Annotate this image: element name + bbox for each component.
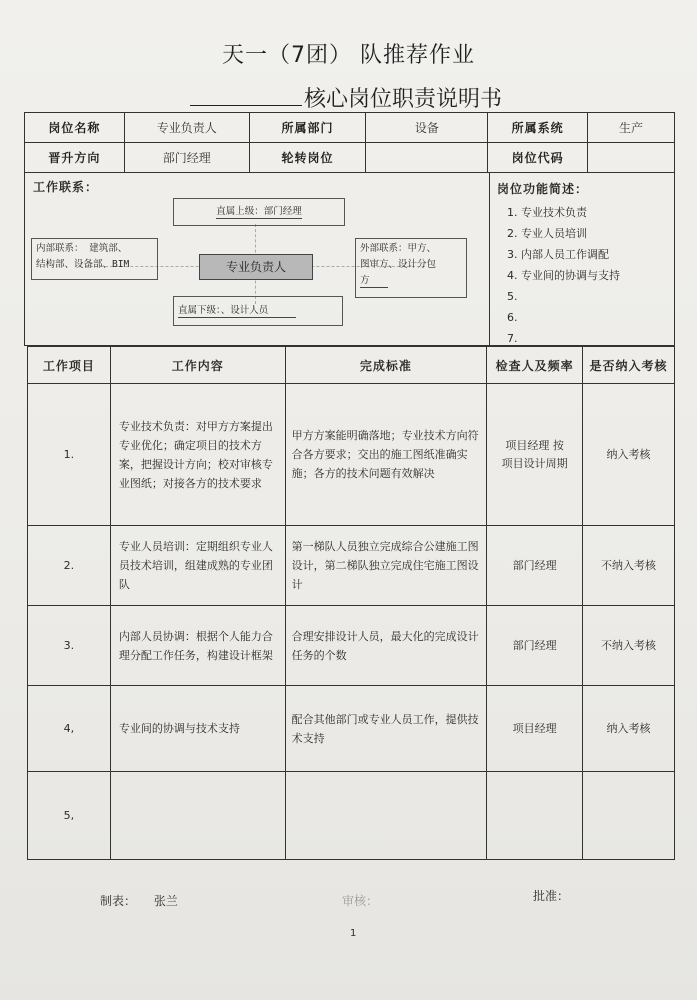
header-checker: 检查人及频率 xyxy=(487,347,583,384)
document-title-line2 xyxy=(190,82,502,113)
center-role-box: 专业负责人 xyxy=(199,254,313,280)
external-contacts-box xyxy=(355,238,467,298)
internal-contacts-line2: 结构部、设备部、BIM xyxy=(36,259,130,270)
code-value xyxy=(588,143,675,173)
table-row xyxy=(28,606,675,686)
function-item: 6. xyxy=(507,311,518,324)
function-item: 1. 专业技术负责 xyxy=(507,206,587,219)
review-label: 审核： xyxy=(342,894,379,908)
position-functions-label: 岗位功能简述： xyxy=(497,182,589,196)
position-name-value: 专业负责人 xyxy=(124,113,249,143)
promotion-label: 晋升方向 xyxy=(25,143,125,173)
prepared-label: 制表： xyxy=(100,894,137,908)
row-standard: 配合其他部门或专业人员工作，提供技术支持 xyxy=(285,686,487,772)
table-row xyxy=(28,686,675,772)
external-contacts-line1: 外部联系：甲方、 xyxy=(360,243,437,254)
row-content: 内部人员协调：根据个人能力合理分配工作任务，构建设计框架 xyxy=(110,606,285,686)
row-checker: 部门经理 xyxy=(487,526,583,606)
row-content xyxy=(110,772,285,860)
row-item-number: 1. xyxy=(28,384,111,526)
department-value: 设备 xyxy=(366,113,488,143)
row-checker: 项目经理 xyxy=(487,686,583,772)
row-item-number: 4, xyxy=(28,686,111,772)
row-item-number: 3. xyxy=(28,606,111,686)
superior-text: 直属上级：部门经理 xyxy=(216,206,302,217)
system-label: 所属系统 xyxy=(488,113,588,143)
position-info-table xyxy=(24,112,675,173)
table-row xyxy=(28,384,675,526)
row-checker: 部门经理 xyxy=(487,606,583,686)
row-assessment: 纳入考核 xyxy=(583,384,675,526)
system-value: 生产 xyxy=(588,113,675,143)
row-checker: 项目经理 按项目设计周期 xyxy=(487,384,583,526)
prepared-by xyxy=(100,892,178,909)
title-blank-line xyxy=(190,85,302,106)
row-content: 专业人员培训：定期组织专业人员技术培训，组建成熟的专业团队 xyxy=(110,526,285,606)
row-standard xyxy=(285,772,487,860)
subordinate-text: 直属下级：、设计人员 xyxy=(178,305,296,318)
row-checker xyxy=(487,772,583,860)
rotation-value xyxy=(366,143,488,173)
rotation-label: 轮转岗位 xyxy=(249,143,366,173)
row-standard: 第一梯队人员独立完成综合公建施工图设计，第二梯队独立完成住宅施工图设计 xyxy=(285,526,487,606)
function-item: 7. xyxy=(507,332,518,345)
position-name-label: 岗位名称 xyxy=(25,113,125,143)
function-item: 2. 专业人员培训 xyxy=(507,227,587,240)
title-line2-text: 核心岗位职责说明书 xyxy=(304,87,503,112)
approve-label: 批准： xyxy=(533,889,570,903)
header-assessment: 是否纳入考核 xyxy=(583,347,675,384)
internal-contacts-line1: 内部联系： 建筑部、 xyxy=(36,243,128,254)
table-row xyxy=(28,526,675,606)
external-contacts-line3: 方 xyxy=(360,273,462,289)
prepared-name: 张兰 xyxy=(153,894,178,908)
page-number: 1 xyxy=(350,928,357,939)
row-assessment: 不纳入考核 xyxy=(583,526,675,606)
row-assessment: 纳入考核 xyxy=(583,686,675,772)
header-work-content: 工作内容 xyxy=(110,347,285,384)
internal-contacts-box xyxy=(31,238,158,280)
row-standard: 合理安排设计人员，最大化的完成设计任务的个数 xyxy=(285,606,487,686)
code-label: 岗位代码 xyxy=(488,143,588,173)
row-content: 专业技术负责：对甲方方案提出专业优化；确定项目的技术方案，把握设计方向；校对审核专业图纸；对接各方的技术要求 xyxy=(110,384,285,526)
header-work-item: 工作项目 xyxy=(28,347,111,384)
work-items-table xyxy=(27,346,675,860)
position-functions-list xyxy=(507,202,620,349)
row-item-number: 2. xyxy=(28,526,111,606)
work-contacts-label: 工作联系： xyxy=(33,180,99,194)
department-label: 所属部门 xyxy=(249,113,366,143)
row-assessment xyxy=(583,772,675,860)
row-content: 专业间的协调与技术支持 xyxy=(110,686,285,772)
subordinate-box xyxy=(173,296,343,326)
function-item: 3. 内部人员工作调配 xyxy=(507,248,609,261)
row-assessment: 不纳入考核 xyxy=(583,606,675,686)
function-item: 5. xyxy=(507,290,518,303)
function-item: 4. 专业间的协调与支持 xyxy=(507,269,620,282)
superior-box xyxy=(173,198,345,226)
section-divider xyxy=(489,172,490,345)
promotion-value: 部门经理 xyxy=(124,143,249,173)
row-item-number: 5, xyxy=(28,772,111,860)
row-standard: 甲方方案能明确落地；专业技术方向符合各方要求；交出的施工图纸准确实施；各方的技术问题有效解决 xyxy=(285,384,487,526)
header-standard: 完成标准 xyxy=(285,347,487,384)
document-title-line1: 天一（7团） 队推荐作业 xyxy=(222,43,475,68)
table-row xyxy=(28,772,675,860)
external-contacts-line2: 图审方、设计分包 xyxy=(360,259,437,270)
contacts-and-functions-section xyxy=(24,172,675,346)
